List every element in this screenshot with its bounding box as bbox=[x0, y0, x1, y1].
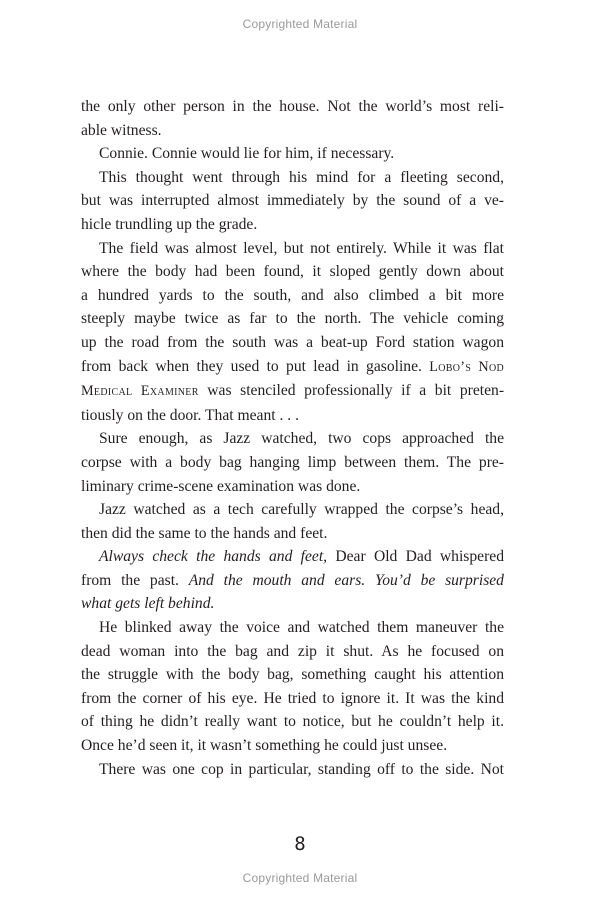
text-segment: of thing he didn’t really want to notice, but he couldn’t help it. bbox=[81, 713, 504, 731]
text-line bbox=[81, 522, 504, 546]
text-segment: steeply maybe twice as far to the north. The vehicle coming bbox=[81, 310, 504, 328]
text-segment: Once he’d seen it, it wasn’t something he could just unsee. bbox=[81, 737, 448, 755]
text-segment: the struggle with the body bag, something caught his attention bbox=[81, 666, 504, 684]
italic-text: And the mouth and ears. You’d be surprised bbox=[188, 571, 504, 589]
text-line bbox=[81, 498, 504, 522]
paragraph bbox=[81, 616, 504, 758]
text-line bbox=[81, 166, 504, 190]
page-number: 8 bbox=[294, 833, 306, 855]
text-segment: but was interrupted almost immediately by the sound of a ve- bbox=[81, 192, 504, 210]
text-segment: where the body had been found, it sloped gently down about bbox=[81, 263, 504, 281]
text-segment: hicle trundling up the grade. bbox=[81, 215, 258, 233]
text-line bbox=[81, 379, 504, 404]
smallcaps-text: Medical Examiner bbox=[81, 383, 199, 400]
text-line bbox=[81, 758, 504, 782]
text-line bbox=[81, 592, 504, 616]
paragraph bbox=[81, 166, 504, 237]
text-segment: Jazz watched as a tech carefully wrapped the corpse’s head, bbox=[99, 501, 504, 519]
text-line bbox=[81, 284, 504, 308]
text-line bbox=[81, 687, 504, 711]
italic-text: what gets left behind. bbox=[81, 595, 215, 613]
text-segment: Sure enough, as Jazz watched, two cops approached the bbox=[99, 430, 504, 448]
text-segment: He blinked away the voice and watched them maneuver the bbox=[99, 619, 504, 637]
text-segment: Connie. Connie would lie for him, if necessary. bbox=[99, 145, 395, 163]
copyright-footer: Copyrighted Material bbox=[242, 871, 358, 885]
text-line bbox=[81, 640, 504, 664]
text-line bbox=[81, 189, 504, 213]
text-line bbox=[81, 355, 504, 380]
text-line bbox=[81, 734, 504, 758]
text-line bbox=[81, 331, 504, 355]
text-segment: liminary crime-scene examination was done. bbox=[81, 477, 361, 495]
smallcaps-text: Lobo’s Nod bbox=[429, 358, 504, 375]
paragraph bbox=[81, 545, 504, 616]
text-segment: tiously on the door. That meant . . . bbox=[81, 406, 299, 424]
text-line bbox=[81, 475, 504, 499]
text-line bbox=[81, 237, 504, 261]
text-line bbox=[81, 142, 504, 166]
paragraph bbox=[81, 237, 504, 428]
paragraph bbox=[81, 758, 504, 782]
text-line bbox=[81, 545, 504, 569]
text-segment: then did the same to the hands and feet. bbox=[81, 524, 328, 542]
text-segment: able witness. bbox=[81, 121, 162, 139]
text-line bbox=[81, 307, 504, 331]
paragraph bbox=[81, 427, 504, 498]
text-segment: dead woman into the bag and zip it shut. As he focused on bbox=[81, 642, 504, 660]
text-line bbox=[81, 404, 504, 428]
text-segment: There was one cop in particular, standing off to the side. Not bbox=[99, 760, 504, 778]
text-line bbox=[81, 710, 504, 734]
paragraph bbox=[81, 142, 504, 166]
body-text bbox=[81, 95, 504, 781]
text-line bbox=[81, 119, 504, 143]
text-line bbox=[81, 95, 504, 119]
text-segment: The field was almost level, but not entirely. While it was flat bbox=[99, 239, 504, 257]
text-line bbox=[81, 213, 504, 237]
text-segment: Dear Old Dad whispered bbox=[327, 548, 504, 566]
paragraph bbox=[81, 95, 504, 142]
italic-text: Always check the hands and feet, bbox=[99, 548, 328, 566]
copyright-header: Copyrighted Material bbox=[242, 17, 358, 31]
text-segment: up the road from the south was a beat-up Ford station wagon bbox=[81, 333, 504, 351]
text-line bbox=[81, 260, 504, 284]
text-segment: corpse with a body bag hanging limp between them. The pre- bbox=[81, 453, 504, 471]
text-segment: the only other person in the house. Not the world’s most reli- bbox=[81, 98, 504, 115]
text-line bbox=[81, 451, 504, 475]
text-segment: from back when they used to put lead in gasoline. bbox=[81, 357, 430, 375]
text-segment: was stenciled professionally if a bit preten- bbox=[198, 382, 505, 400]
text-segment: a hundred yards to the south, and also climbed a bit more bbox=[81, 286, 504, 304]
text-line bbox=[81, 569, 504, 593]
text-segment: This thought went through his mind for a fleeting second, bbox=[99, 168, 504, 186]
text-line bbox=[81, 427, 504, 451]
text-segment: from the corner of his eye. He tried to ignore it. It was the kind bbox=[81, 689, 504, 707]
paragraph bbox=[81, 498, 504, 545]
text-segment: from the past. bbox=[81, 571, 189, 589]
text-line bbox=[81, 616, 504, 640]
text-line bbox=[81, 663, 504, 687]
